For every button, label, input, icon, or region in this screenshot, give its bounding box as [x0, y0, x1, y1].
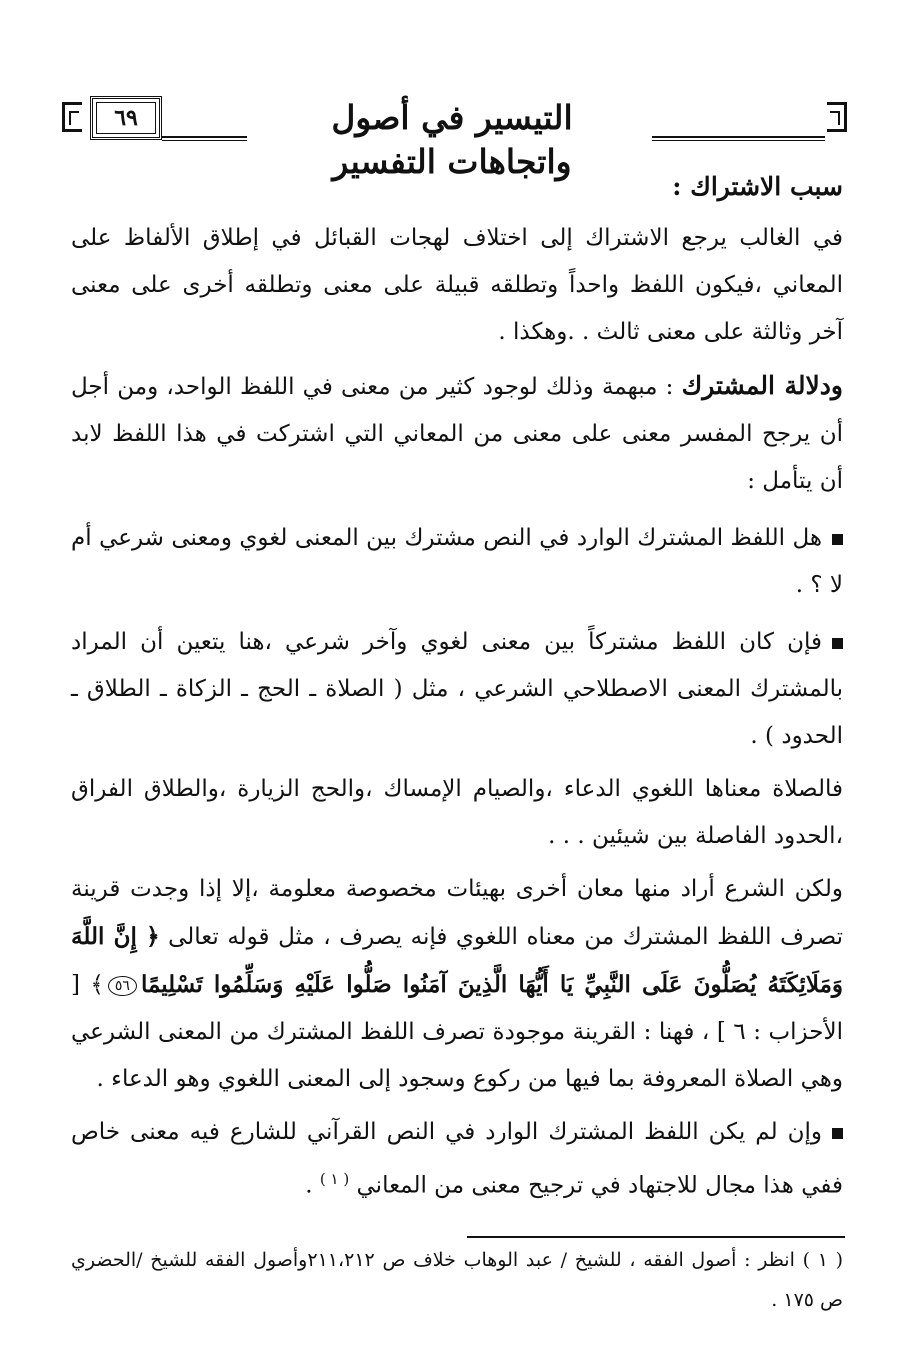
square-bullet-icon: [832, 534, 843, 545]
square-bullet-icon: [832, 1128, 843, 1139]
paragraph: في الغالب يرجع الاشتراك إلى اختلاف لهجات القبائل في إطلاق الألفاظ على المعاني ،فيكون اللفظ واحداً وتطلقه قبيلة على معنى وتطلقه أخرى على معنى آخر وثالثة على معنى ثالث . .وهكذا .: [71, 225, 843, 345]
bullet-paragraph: [71, 515, 843, 609]
paragraph-end: .: [305, 1172, 320, 1199]
corner-ornament-icon: [827, 102, 847, 132]
quran-verse: ﴿ إِنَّ اللَّهَ وَمَلَائِكَتَهُ يُصَلُّونَ عَلَى النَّبِيِّ يَا أَيُّهَا الَّذِينَ آمَنُوا صَلُّوا عَلَيْهِ وَسَلِّمُوا تَسْلِيمًا: [71, 923, 844, 998]
running-header: [62, 92, 847, 181]
paragraph: [71, 866, 843, 1103]
footnotes: [71, 1240, 843, 1320]
paragraph-text: فإن كان اللفظ مشتركاً بين معنى لغوي وآخر شرعي ،هنا يتعين أن المراد بالمشترك المعنى الاصطلاحي الشرعي ، مثل ( الصلاة ـ الحج ـ الزكاة ـ الطلاق ـ الحدود ) .: [71, 629, 843, 749]
header-rule-right: [652, 136, 825, 141]
header-rule-left: [162, 136, 247, 141]
paragraph-text: : مبهمة وذلك لوجود كثير من معنى في اللفظ الواحد، ومن أجل أن يرجح المفسر معنى على معنى من المعاني التي اشتركت في هذا اللفظ لابد أن يتأمل :: [71, 374, 843, 494]
bullet-paragraph: [71, 1109, 843, 1210]
footnote-marker: ( ١ ): [319, 1170, 350, 1188]
paragraph: فالصلاة معناها اللغوي الدعاء ،والصيام الإمساك ،والحج الزيارة ،والطلاق الفراق ،الحدود الفاصلة بين شيئين . . .: [71, 776, 843, 849]
paragraph: [71, 362, 843, 505]
section-title: سبب الاشتراك :: [672, 172, 843, 201]
verse-number: ٥٦: [108, 976, 137, 996]
square-bullet-icon: [832, 638, 843, 649]
paragraph-text: ﴾ [ الأحزاب : ٦ ] ، فهنا : القرينة موجودة تصرف اللفظ المشترك من المعنى الشرعي وهي الصلاة المعروفة بما فيها من ركوع وسجود إلى المعنى اللغوي وهو الدعاء .: [71, 972, 843, 1092]
page-number-text: ٦٩: [114, 105, 138, 131]
header-title: التيسير في أصول واتجاهات التفسير: [267, 96, 637, 184]
bullet-paragraph: [71, 619, 843, 760]
footnote-separator: [467, 1236, 845, 1238]
page-number: [90, 96, 162, 140]
paragraph-text: ولكن الشرع أراد منها معان أخرى بهيئات مخصوصة معلومة ،إلا إذا وجدت قرينة تصرف اللفظ المشترك من معناه اللغوي فإنه يصرف ، مثل قوله تعالى: [71, 876, 843, 950]
term-bold: ودلالة المشترك: [681, 371, 843, 400]
paragraph-text: وإن لم يكن اللفظ المشترك الوارد في النص القرآني للشارع فيه معنى خاص ففي هذا مجال للاجتهاد في ترجيح معنى من المعاني: [71, 1119, 843, 1199]
paragraph-text: هل اللفظ المشترك الوارد في النص مشترك بين المعنى لغوي ومعنى شرعي أم لا ؟ .: [71, 525, 843, 598]
page-body: [71, 165, 843, 1210]
footnote-text: ( ١ ) انظر : أصول الفقه ، للشيخ / عبد الوهاب خلاف ص ٢١١،٢١٢وأصول الفقه للشيخ /الحضري ص ١٧٥ .: [71, 1249, 844, 1311]
corner-ornament-icon: [62, 102, 82, 132]
